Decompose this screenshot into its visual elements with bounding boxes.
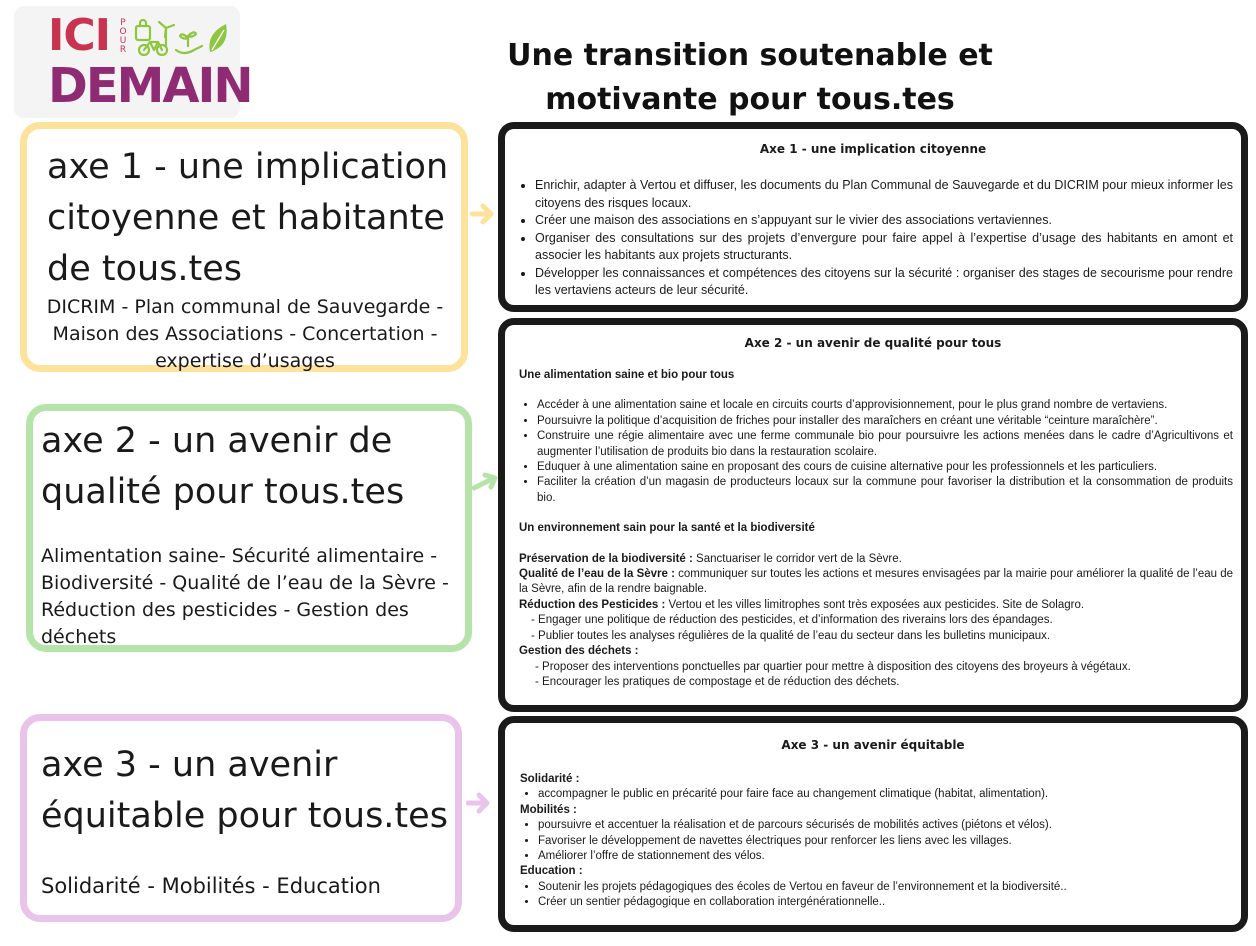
axe1-keywords-line: Maison des Associations - Concertation - (52, 323, 438, 345)
list-item: • Construire une régie alimentaire avec une ferme communale bio pour poursuivre les actions menées dans le cadre d’Agricultivons et augmenter l’utilisation de produits bio dans la restauration scolaire. (537, 429, 1233, 460)
list-item: • Développer les connaissances et compétences des citoyens sur la sécurité : organiser des stages de secourisme pour rendre les vertaviens acteurs de leur sécurité. (535, 265, 1233, 300)
logo (14, 6, 252, 118)
axe2-biodiversite-label: Préservation de la biodiversité : (519, 552, 693, 565)
axe3-detail-text (520, 772, 1232, 911)
axe2-summary-box (26, 404, 472, 652)
axe2-heading-line: axe 2 - un avenir de (41, 421, 393, 461)
axe2-pesticides-text: Vertou et les villes limitrophes sont très exposées aux pesticides. Site de Solagro. (665, 598, 1085, 611)
leaf-icon (209, 24, 226, 52)
axe3-mobilites-label: Mobilités : (520, 803, 577, 816)
bicycle-icon (139, 42, 167, 55)
axe2-section1-list (519, 398, 1233, 506)
list-item: • Créer une maison des associations en s’appuyant sur le vivier des associations vertaviennes. (535, 212, 1233, 230)
axe3-education-label: Education : (520, 865, 583, 878)
axe2-eau-paragraph (519, 567, 1233, 598)
logo-pour (118, 19, 128, 55)
axe1-detail-text (515, 177, 1233, 300)
axe2-keywords-line: Biodiversité - Qualité de l’eau de la Sèvre - (41, 572, 449, 594)
page-title (470, 34, 1030, 122)
list-item: • Enrichir, adapter à Vertou et diffuser, les documents du Plan Communal de Sauvegarde et du DICRIM pour mieux informer les citoyens des risques locaux. (535, 177, 1233, 212)
axe2-pesticides-label: Réduction des Pesticides : (519, 598, 666, 611)
list-item: - Engager une politique de réduction des pesticides, et d’information des riverains lors des épandages. (531, 614, 1053, 627)
logo-line1: ICI (48, 10, 111, 61)
list-item: • Soutenir les projets pédagogiques des écoles de Vertou en faveur de l’environnement et la biodiversité.. (538, 880, 1232, 895)
axe3-mobilites-list (520, 818, 1232, 864)
list-item: • poursuivre et accentuer la réalisation et de parcours sécurisés de mobilités actives (piétons et vélos). (538, 818, 1232, 833)
sprout-in-hand-icon (176, 32, 202, 53)
axe1-heading-line: axe 1 - une implication (47, 147, 449, 187)
axe3-detail-title: Axe 3 - un avenir équitable (781, 738, 965, 752)
axe1-keywords-line: DICRIM - Plan communal de Sauvegarde - (46, 296, 444, 318)
list-item: - Publier toutes les analyses régulières de la qualité de l’eau du secteur dans les bulletins municipaux. (531, 629, 1051, 642)
axe1-detail-list (515, 177, 1233, 300)
axe3-keywords: Solidarité - Mobilités - Education (41, 874, 381, 898)
axe2-detail-text (519, 368, 1233, 690)
arrow-right-icon (466, 791, 494, 815)
list-item: • Favoriser le développement de navettes électriques pour renforcer les liens avec les villages. (538, 834, 1232, 849)
axe3-education-list (520, 880, 1232, 911)
arrow-right-icon (472, 470, 500, 494)
shopping-bag-icon (136, 20, 150, 40)
axe2-biodiversite-text: Sanctuariser le corridor vert de la Sèvre. (692, 552, 902, 565)
axe1-detail-title: Axe 1 - une implication citoyenne (759, 142, 987, 156)
axe3-heading (41, 740, 448, 842)
axe2-keywords (41, 543, 461, 651)
logo-line2: DEMAIN (48, 58, 252, 114)
axe1-heading (47, 142, 448, 295)
axe2-detail-box (498, 318, 1248, 712)
list-item: • Poursuivre la politique d’acquisition de friches pour installer des maraîchers en créant une véritable “ceinture maraîchère”. (537, 414, 1233, 429)
list-item: • Faciliter la création d’un magasin de producteurs locaux sur la commune pour favoriser la distribution et la consommation de produits bio. (537, 475, 1233, 506)
axe2-keywords-line: déchets (41, 626, 117, 648)
logo-icons (132, 16, 232, 58)
axe2-detail-title: Axe 2 - un avenir de qualité pour tous (744, 336, 1002, 350)
list-item: - Encourager les pratiques de compostage et de réduction des déchets. (535, 675, 900, 688)
page-title-line1: Une transition soutenable et (507, 38, 993, 73)
axe2-heading-line: qualité pour tous.tes (41, 472, 405, 512)
axe1-keywords-line: expertise d’usages (155, 350, 335, 372)
axe2-eau-text: communiquer sur toutes les actions et mesures envisagées par la mairie pour améliorer la qualité de l’eau de la Sèvre, afin de la rendre baignable. (519, 568, 1233, 596)
axe2-heading (41, 416, 404, 518)
wind-turbine-icon (159, 22, 174, 46)
axe2-section1-title: Une alimentation saine et bio pour tous (519, 369, 735, 381)
axe2-section2-title: Un environnement sain pour la santé et la biodiversité (519, 522, 815, 535)
page-title-line2: motivante pour tous.tes (545, 82, 955, 117)
axe1-summary-box (20, 122, 468, 372)
axe3-detail-box (498, 716, 1248, 932)
axe2-eau-label: Qualité de l’eau de la Sèvre : (519, 568, 675, 581)
list-item: - Proposer des interventions ponctuelles par quartier pour mettre à disposition des citoyens des broyeurs à végétaux. (535, 660, 1131, 673)
list-item: • accompagner le public en précarité pour faire face au changement climatique (habitat, alimentation). (538, 787, 1232, 802)
axe1-heading-line: de tous.tes (47, 249, 243, 289)
list-item: • Accéder à une alimentation saine et locale en circuits courts d’approvisionnement, pour le plus grand nombre de vertaviens. (537, 398, 1233, 413)
list-item: • Améliorer l’offre de stationnement des vélos. (538, 849, 1232, 864)
list-item: • Eduquer à une alimentation saine en proposant des cours de cuisine alternative pour les professionnels et les particuliers. (537, 460, 1233, 475)
axe1-detail-box (498, 122, 1248, 312)
axe3-solidarite-label: Solidarité : (520, 773, 580, 785)
axe2-biodiversite-paragraph (519, 552, 1233, 567)
list-item: • Organiser des consultations sur des projets d’envergure pour faire appel à l’expertise d’usage des habitants en amont et associer les habitants aux projets structurants. (535, 230, 1233, 265)
arrow-right-icon (470, 202, 496, 226)
axe1-keywords (35, 294, 455, 375)
axe3-summary-box (20, 714, 462, 922)
axe1-heading-line: citoyenne et habitante (47, 198, 445, 238)
axe2-dechets-label: Gestion des déchets : (519, 645, 639, 658)
axe3-solidarite-list (520, 787, 1232, 802)
axe2-pesticides-paragraph (519, 598, 1233, 613)
axe3-heading-line: axe 3 - un avenir (41, 745, 338, 785)
axe2-keywords-line: Réduction des pesticides - Gestion des (41, 599, 409, 621)
list-item: • Créer un sentier pédagogique en collaboration intergénérationnelle.. (538, 895, 1232, 910)
axe2-keywords-line: Alimentation saine- Sécurité alimentaire - (41, 545, 438, 567)
axe3-heading-line: équitable pour tous.tes (41, 796, 448, 836)
logo-pour-text: POUR (119, 18, 127, 55)
